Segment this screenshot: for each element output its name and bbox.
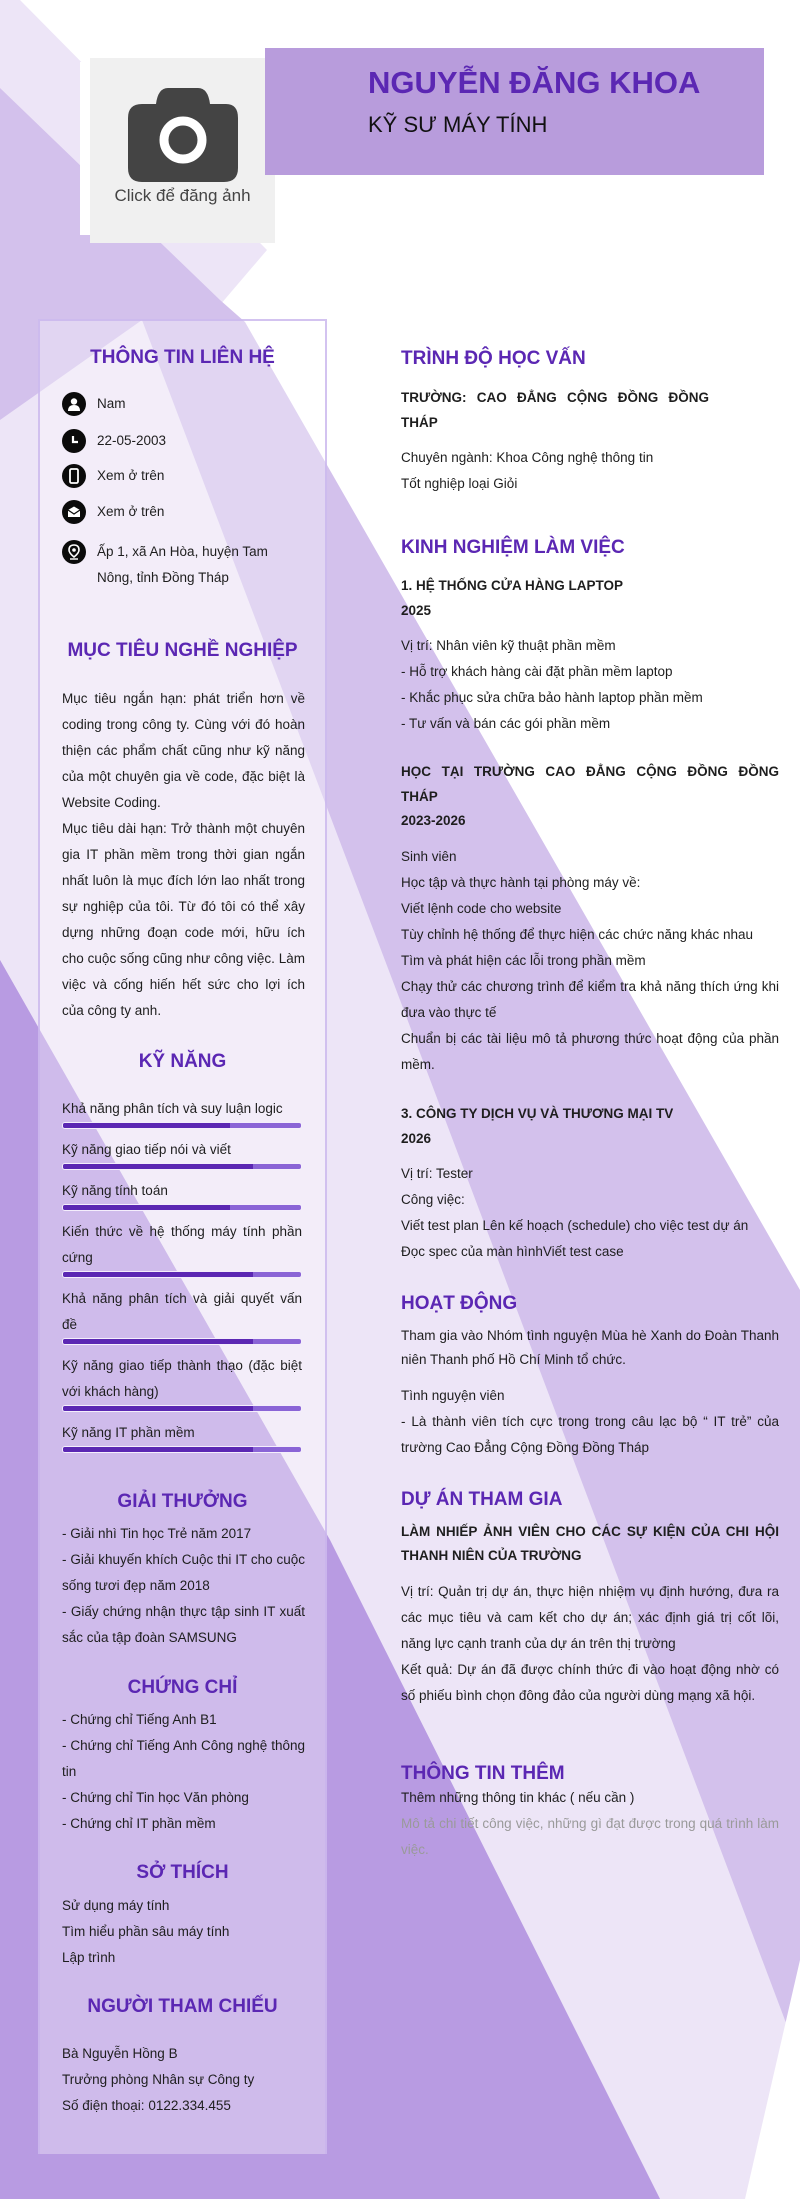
skills-list [62, 1096, 302, 1461]
extra-placeholder[interactable]: Mô tả chi tiết công việc, những gì đạt được trong quá trình làm việc. [401, 1816, 779, 1857]
award-item: - Giải khuyến khích Cuộc thi IT cho cuộc sống tươi đẹp năm 2018 [62, 1552, 305, 1593]
skill-bar-fill [63, 1406, 253, 1411]
job-line: Vị trí: Tester [401, 1166, 473, 1181]
skill-bar-fill [63, 1123, 230, 1128]
skill-bar [62, 1122, 302, 1129]
user-icon [62, 392, 86, 416]
job-line: Sinh viên [401, 849, 457, 864]
contact-address [62, 539, 302, 591]
contact-text: Nam [97, 396, 126, 411]
job-title: KỸ SƯ MÁY TÍNH [368, 112, 548, 137]
contact-phone [62, 463, 302, 489]
awards-heading: GIẢI THƯỞNG [117, 1491, 248, 1512]
location-icon [62, 540, 86, 564]
award-item: - Giải nhì Tin học Trẻ năm 2017 [62, 1526, 252, 1541]
job-line: Tùy chỉnh hệ thống để thực hiện các chức năng khác nhau [401, 927, 754, 942]
skill-label: Kỹ năng IT phần mềm [62, 1425, 195, 1440]
skill-item [62, 1137, 302, 1170]
job-line: - Hỗ trợ khách hàng cài đặt phần mềm laptop [401, 664, 673, 679]
certificate-item: - Chứng chỉ Tiếng Anh Công nghệ thông tin [62, 1738, 305, 1779]
projects-heading: DỰ ÁN THAM GIA [401, 1489, 563, 1510]
experience-heading: KINH NGHIỆM LÀM VIỆC [401, 537, 625, 558]
skill-bar [62, 1204, 302, 1211]
contact-text: Xem ở trên [97, 468, 165, 483]
skill-bar-fill [63, 1205, 230, 1210]
skill-bar-fill [63, 1164, 253, 1169]
education-heading: TRÌNH ĐỘ HỌC VẤN [401, 348, 586, 369]
reference-item: Bà Nguyễn Hồng B [62, 2046, 178, 2061]
job-line: Chuẩn bị các tài liệu mô tả phương thức hoạt động của phần mềm. [401, 1031, 779, 1072]
activities-item: - Là thành viên tích cực trong trong câu lạc bộ “ IT trẻ” của trường Cao Đẳng Cộng Đồng Đồng Tháp [401, 1414, 779, 1455]
email-icon [62, 500, 86, 524]
certificates-heading: CHỨNG CHỈ [127, 1677, 238, 1698]
extra-line: Thêm những thông tin khác ( nếu cần ) [401, 1790, 635, 1805]
skill-label: Kiến thức về hệ thống máy tính phần cứng [62, 1224, 302, 1265]
contact-text: Xem ở trên [97, 504, 165, 519]
skill-label: Khả năng phân tích và giải quyết vấn đề [62, 1291, 302, 1332]
activities-detail [401, 1383, 779, 1461]
job-line: Chạy thử các chương trình để kiểm tra khả năng thích ứng khi đưa vào thực tế [401, 979, 779, 1020]
job-line: Viết test plan Lên kế hoạch (schedule) cho việc test dự án [401, 1218, 749, 1233]
objective-long-term: Mục tiêu dài hạn: Trở thành một chuyên gia IT phần mềm trong thời gian ngắn nhất luôn là mục đích lớn lao nhất trong sự nghiệp của tôi. Từ đó tôi có thể xây dựng những đoạn code mới, hữu ích cho cuộc sống cũng như công việc. Làm việc và cống hiến hết sức cho lợi ích của công ty anh. [62, 821, 305, 1018]
contact-email [62, 499, 302, 525]
education-major: Chuyên ngành: Khoa Công nghệ thông tin [401, 450, 654, 465]
job-1 [401, 573, 779, 623]
job-line: Vị trí: Nhân viên kỹ thuật phần mềm [401, 638, 616, 653]
project-role: Vị trí: Quản trị dự án, thực hiện nhiệm vụ định hướng, đưa ra các mục tiêu và cam kết cho dự án; xác định giá trị cốt lõi, năng lực cạnh tranh của dự án trên thị trường [401, 1584, 779, 1651]
job-line: Đọc spec của màn hìnhViết test case [401, 1244, 624, 1259]
job-period: 2025 [401, 603, 432, 618]
job-period: 2026 [401, 1131, 432, 1146]
skill-bar [62, 1163, 302, 1170]
reference-item: Trưởng phòng Nhân sự Công ty [62, 2072, 255, 2087]
job-line: Học tập và thực hành tại phòng máy về: [401, 875, 641, 890]
reference-heading: NGƯỜI THAM CHIẾU [87, 1996, 278, 2017]
certificate-item: - Chứng chỉ Tiếng Anh B1 [62, 1712, 217, 1727]
certificate-item: - Chứng chỉ Tin học Văn phòng [62, 1790, 249, 1805]
skill-label: Kỹ năng giao tiếp thành thạo (đặc biệt với khách hàng) [62, 1358, 302, 1399]
skill-label: Kỹ năng giao tiếp nói và viết [62, 1142, 231, 1157]
job-line: Viết lệnh code cho website [401, 901, 562, 916]
skill-bar-fill [63, 1447, 253, 1452]
certificates-list [62, 1707, 305, 1837]
hobby-item: Sử dụng máy tính [62, 1898, 170, 1913]
skill-item [62, 1286, 302, 1345]
extra-heading: THÔNG TIN THÊM [401, 1763, 565, 1784]
job-line: Công việc: [401, 1192, 465, 1207]
skill-item [62, 1353, 302, 1412]
skill-label: Khả năng phân tích và suy luận logic [62, 1101, 283, 1116]
hobbies-list [62, 1893, 305, 1971]
candidate-name: NGUYỄN ĐĂNG KHOA [368, 65, 701, 100]
awards-list [62, 1521, 305, 1651]
job-title: HỌC TẠI TRƯỜNG CAO ĐẲNG CỘNG ĐỒNG ĐỒNG THÁP [401, 764, 779, 804]
skill-bar [62, 1446, 302, 1453]
header-banner [265, 48, 764, 175]
skills-heading: KỸ NĂNG [138, 1051, 227, 1072]
project-title: LÀM NHIẾP ẢNH VIÊN CHO CÁC SỰ KIỆN CỦA CHI HỘI THANH NIÊN CỦA TRƯỜNG [401, 1524, 779, 1563]
job-line: Tìm và phát hiện các lỗi trong phần mềm [401, 953, 646, 968]
job-line: - Khắc phục sửa chữa bảo hành laptop phần mềm [401, 690, 703, 705]
certificate-item: - Chứng chỉ IT phần mềm [62, 1816, 216, 1831]
job-1-details [401, 633, 779, 737]
objective-short-term: Mục tiêu ngắn hạn: phát triển hơn về coding trong công ty. Cùng với đó hoàn thiện các phẩm chất cũng như kỹ năng của một chuyên gia về code, đặc biệt là Website Coding. [62, 691, 305, 810]
activities-role: Tình nguyện viên [401, 1388, 505, 1403]
objective-text [62, 686, 305, 1024]
contact-birthday [62, 428, 302, 454]
job-line: - Tư vấn và bán các gói phần mềm [401, 716, 611, 731]
job-2 [401, 760, 779, 834]
project-result: Kết quả: Dự án đã được chính thức đi vào hoạt động nhờ có số phiếu bình chọn đông đảo của người dùng mạng xã hội. [401, 1662, 779, 1703]
job-title: 1. HỆ THỐNG CỬA HÀNG LAPTOP [401, 578, 623, 593]
education-grade: Tốt nghiệp loại Giỏi [401, 476, 518, 491]
project-details [401, 1579, 779, 1709]
education-school: TRƯỜNG: CAO ĐẲNG CỘNG ĐỒNG ĐỒNG THÁP [401, 390, 709, 430]
job-period: 2023-2026 [401, 813, 466, 828]
skill-item [62, 1420, 302, 1453]
hobby-item: Lập trình [62, 1950, 116, 1965]
camera-icon [128, 86, 238, 182]
photo-upload[interactable] [90, 58, 275, 243]
photo-caption: Click để đăng ảnh [114, 186, 251, 205]
job-2-details [401, 844, 779, 1078]
award-item: - Giấy chứng nhận thực tập sinh IT xuất sắc của tập đoàn SAMSUNG [62, 1604, 305, 1645]
reference-item: Số điện thoại: 0122.334.455 [62, 2098, 231, 2113]
skill-item [62, 1178, 302, 1211]
contact-text: Ấp 1, xã An Hòa, huyện Tam Nông, tỉnh Đồng Tháp [97, 544, 268, 585]
contact-gender [62, 391, 302, 417]
clock-icon [62, 429, 86, 453]
activities-heading: HOẠT ĐỘNG [401, 1293, 518, 1314]
activities-p1: Tham gia vào Nhóm tình nguyện Mùa hè Xanh do Đoàn Thanh niên Thanh phố Hồ Chí Minh tổ chức. [401, 1328, 779, 1367]
contact-heading: THÔNG TIN LIÊN HỆ [90, 347, 275, 368]
skill-item [62, 1219, 302, 1278]
objective-heading: MỤC TIÊU NGHỀ NGHIỆP [67, 640, 298, 661]
phone-icon [62, 464, 86, 488]
hobbies-heading: SỞ THÍCH [136, 1862, 229, 1883]
skill-label: Kỹ năng tính toán [62, 1183, 168, 1198]
skill-bar [62, 1271, 302, 1278]
education-details [401, 445, 779, 497]
skill-bar [62, 1338, 302, 1345]
reference-list [62, 2041, 305, 2119]
job-title: 3. CÔNG TY DỊCH VỤ VÀ THƯƠNG MẠI TV [401, 1106, 674, 1121]
skill-bar-fill [63, 1272, 253, 1277]
skill-bar [62, 1405, 302, 1412]
job-3 [401, 1101, 779, 1151]
skill-bar-fill [63, 1339, 253, 1344]
contact-text: 22-05-2003 [97, 433, 167, 448]
skill-item [62, 1096, 302, 1129]
job-3-details [401, 1161, 779, 1265]
hobby-item: Tìm hiểu phần sâu máy tính [62, 1924, 230, 1939]
